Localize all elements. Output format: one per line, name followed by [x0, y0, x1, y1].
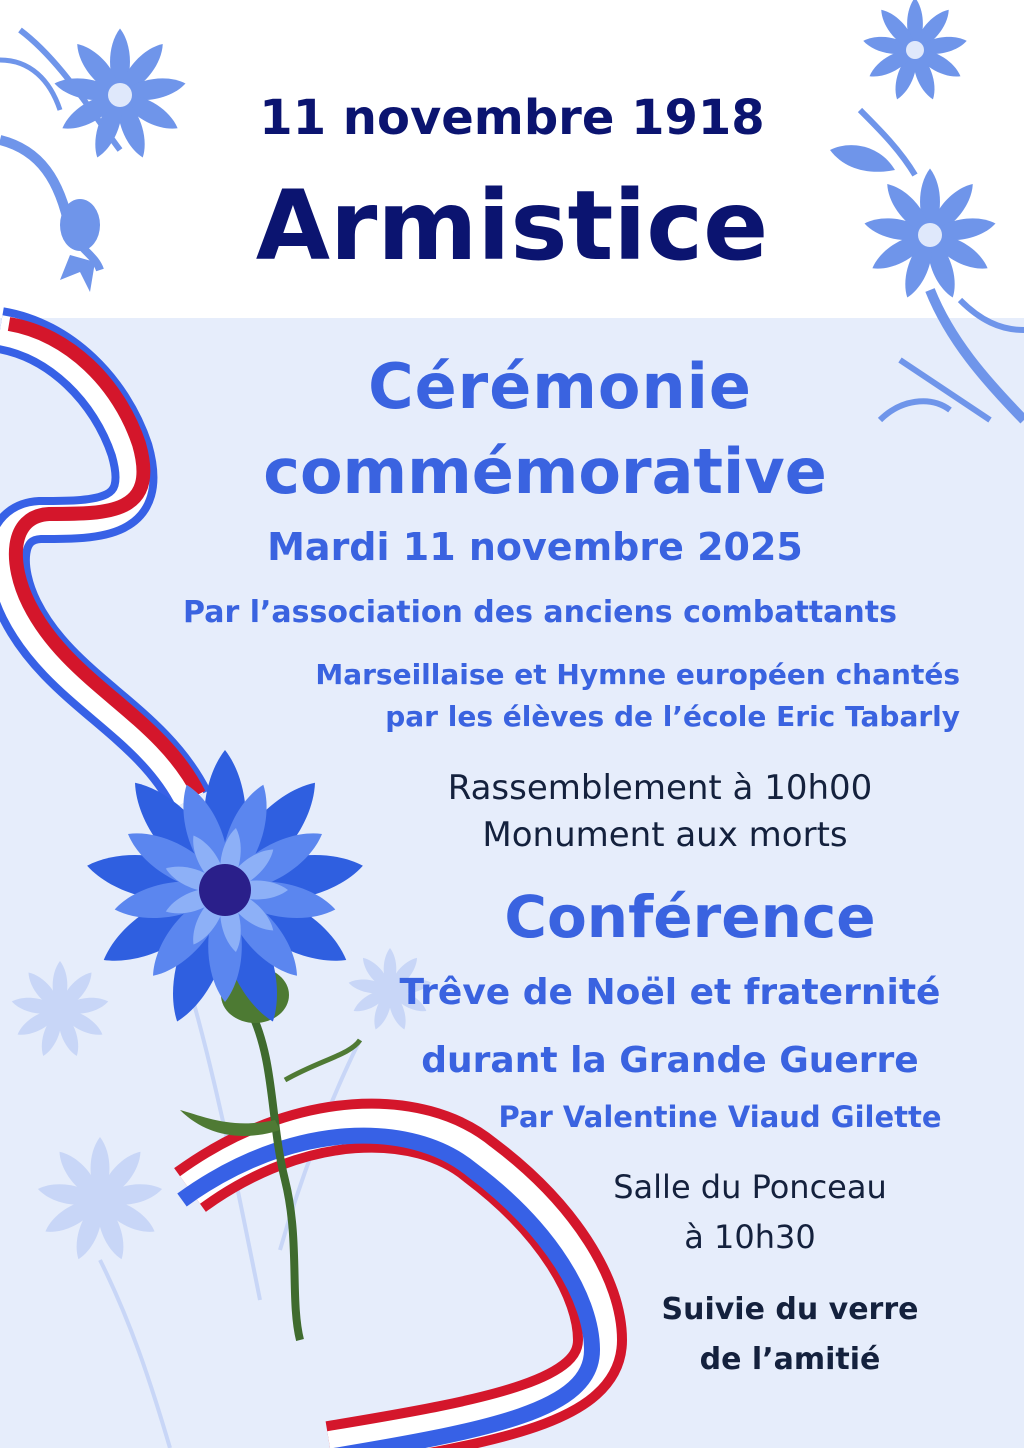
page-title: Armistice	[255, 170, 769, 282]
cornflower-icon	[81, 746, 370, 1340]
gathering-place: Monument aux morts	[482, 815, 848, 855]
conference-speaker: Par Valentine Viaud Gilette	[498, 1100, 942, 1134]
ceremony-organizer: Par l’association des anciens combattants	[183, 595, 897, 630]
ceremony-music-line2: par les élèves de l’école Eric Tabarly	[385, 700, 960, 733]
closing-line1: Suivie du verre	[661, 1292, 919, 1327]
ceremony-title-line1: Cérémonie	[368, 350, 752, 423]
conference-subject-line1: Trêve de Noël et fraternité	[399, 972, 941, 1013]
conference-title: Conférence	[504, 883, 876, 951]
ceremony-date: Mardi 11 novembre 2025	[267, 525, 803, 569]
conference-venue: Salle du Ponceau	[613, 1168, 887, 1206]
ceremony-music-line1: Marseillaise et Hymne européen chantés	[315, 658, 960, 691]
closing-line2: de l’amitié	[699, 1342, 881, 1377]
header-date: 11 novembre 1918	[259, 90, 765, 146]
conference-time: à 10h30	[684, 1218, 816, 1256]
ceremony-title-line2: commémorative	[263, 435, 827, 508]
conference-subject-line2: durant la Grande Guerre	[421, 1040, 919, 1081]
gathering-time: Rassemblement à 10h00	[447, 768, 873, 808]
